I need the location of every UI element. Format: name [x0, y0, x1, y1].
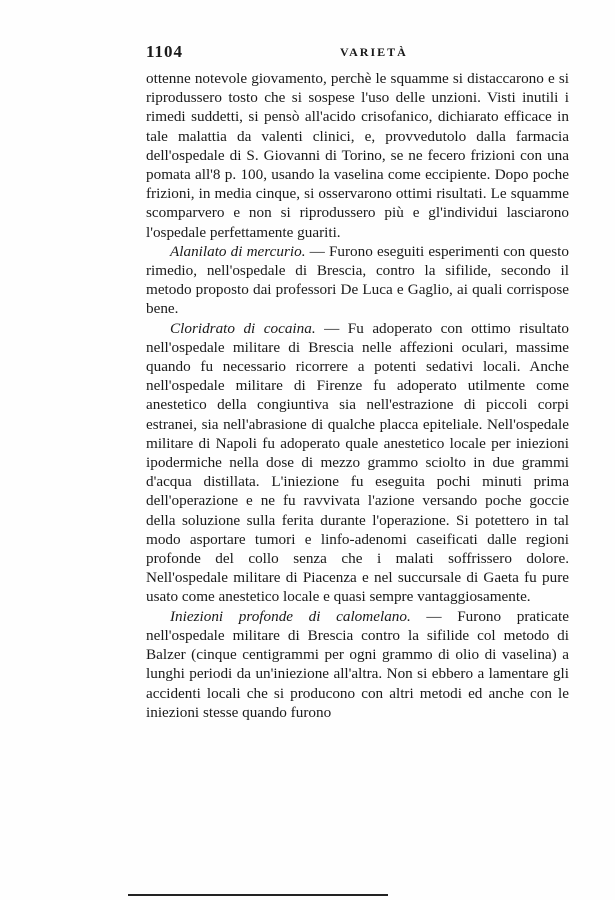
section-lead: Cloridrato di cocaina. [170, 319, 316, 337]
paragraph-alanilato [146, 242, 569, 319]
page-header [146, 42, 566, 64]
scan-edge-rule [128, 894, 388, 896]
paragraph-text: — Fu adoperato con ottimo risultato nell'ospedale militare di Brescia nelle affezioni oculari, massime quando fu necessario ricorrere a potenti sedativi locali. Anche nell'ospedale militare di Firenze fu adoperato utilmente come anestetico della congiuntiva sia nell'estrazione di piccoli corpi estranei, sia nell'abrasione di qualche placca epiteliale. Nell'ospedale militare di Napoli fu adoperato quale anestetico locale per iniezioni ipodermiche nella dose di mezzo grammo sciolto in due grammi d'acqua distillata. L'iniezione fu eseguita pochi minuti prima dell'operazione e ne fu ravvivata l'azione versando poche goccie della soluzione sulla ferita durante l'operazione. Si potettero in tal modo asportare tumori e linfo-adenomi caseificati dalle regioni profonde del collo senza che i malati soffrissero dolore. Nell'ospedale militare di Piacenza e nel succursale di Gaeta fu pure usato come anestetico locale e quasi sempre vantaggiosamente. [146, 319, 570, 606]
section-lead: Iniezioni profonde di calomelano. [170, 607, 411, 625]
paragraph-text: — Furono praticate nell'ospedale militare di Brescia contro la sifilide col metodo di Balzer (cinque centigrammi per ogni grammo di olio di vaselina) a lunghi periodi da un'iniezione all'altra. Non si ebbero a lamentare gli accidenti locali che si producono con altri metodi ed anche con le iniezioni stesse quando furono [146, 607, 569, 721]
paragraph-cocaina [146, 319, 569, 607]
paragraph-calomelano [146, 607, 569, 722]
section-lead: Alanilato di mercurio. [170, 242, 306, 260]
paragraph-text: — Furono eseguiti esperimenti con questo rimedio, nell'ospedale di Brescia, contro la sifilide, secondo il metodo proposto dai professori De Luca e Gaglio, ai quali corrispose bene. [146, 242, 569, 318]
page-number: 1104 [146, 42, 184, 61]
body-text [146, 69, 569, 722]
paragraph-continuation [146, 69, 569, 242]
paragraph-text: ottenne notevole giovamento, perchè le squamme si distaccarono e si riprodussero tosto che si sospese l'uso delle unzioni. Visti inutili i rimedi suddetti, si pensò all'acido crisofanico, dichiarato efficace in tale malattia da valenti clinici, e, provvedutolo dalla farmacia dell'ospedale di S. Giovanni di Torino, se ne fecero frizioni con una pomata all'8 p. 100, usando la vaselina come eccipiente. Dopo poche frizioni, in media cinque, si osservarono ottimi risultati. Le squamme scomparvero e non si riprodussero più e gl'individui lasciarono l'ospedale perfettamente guariti. [146, 70, 569, 241]
running-title: VARIETÀ [340, 45, 408, 59]
